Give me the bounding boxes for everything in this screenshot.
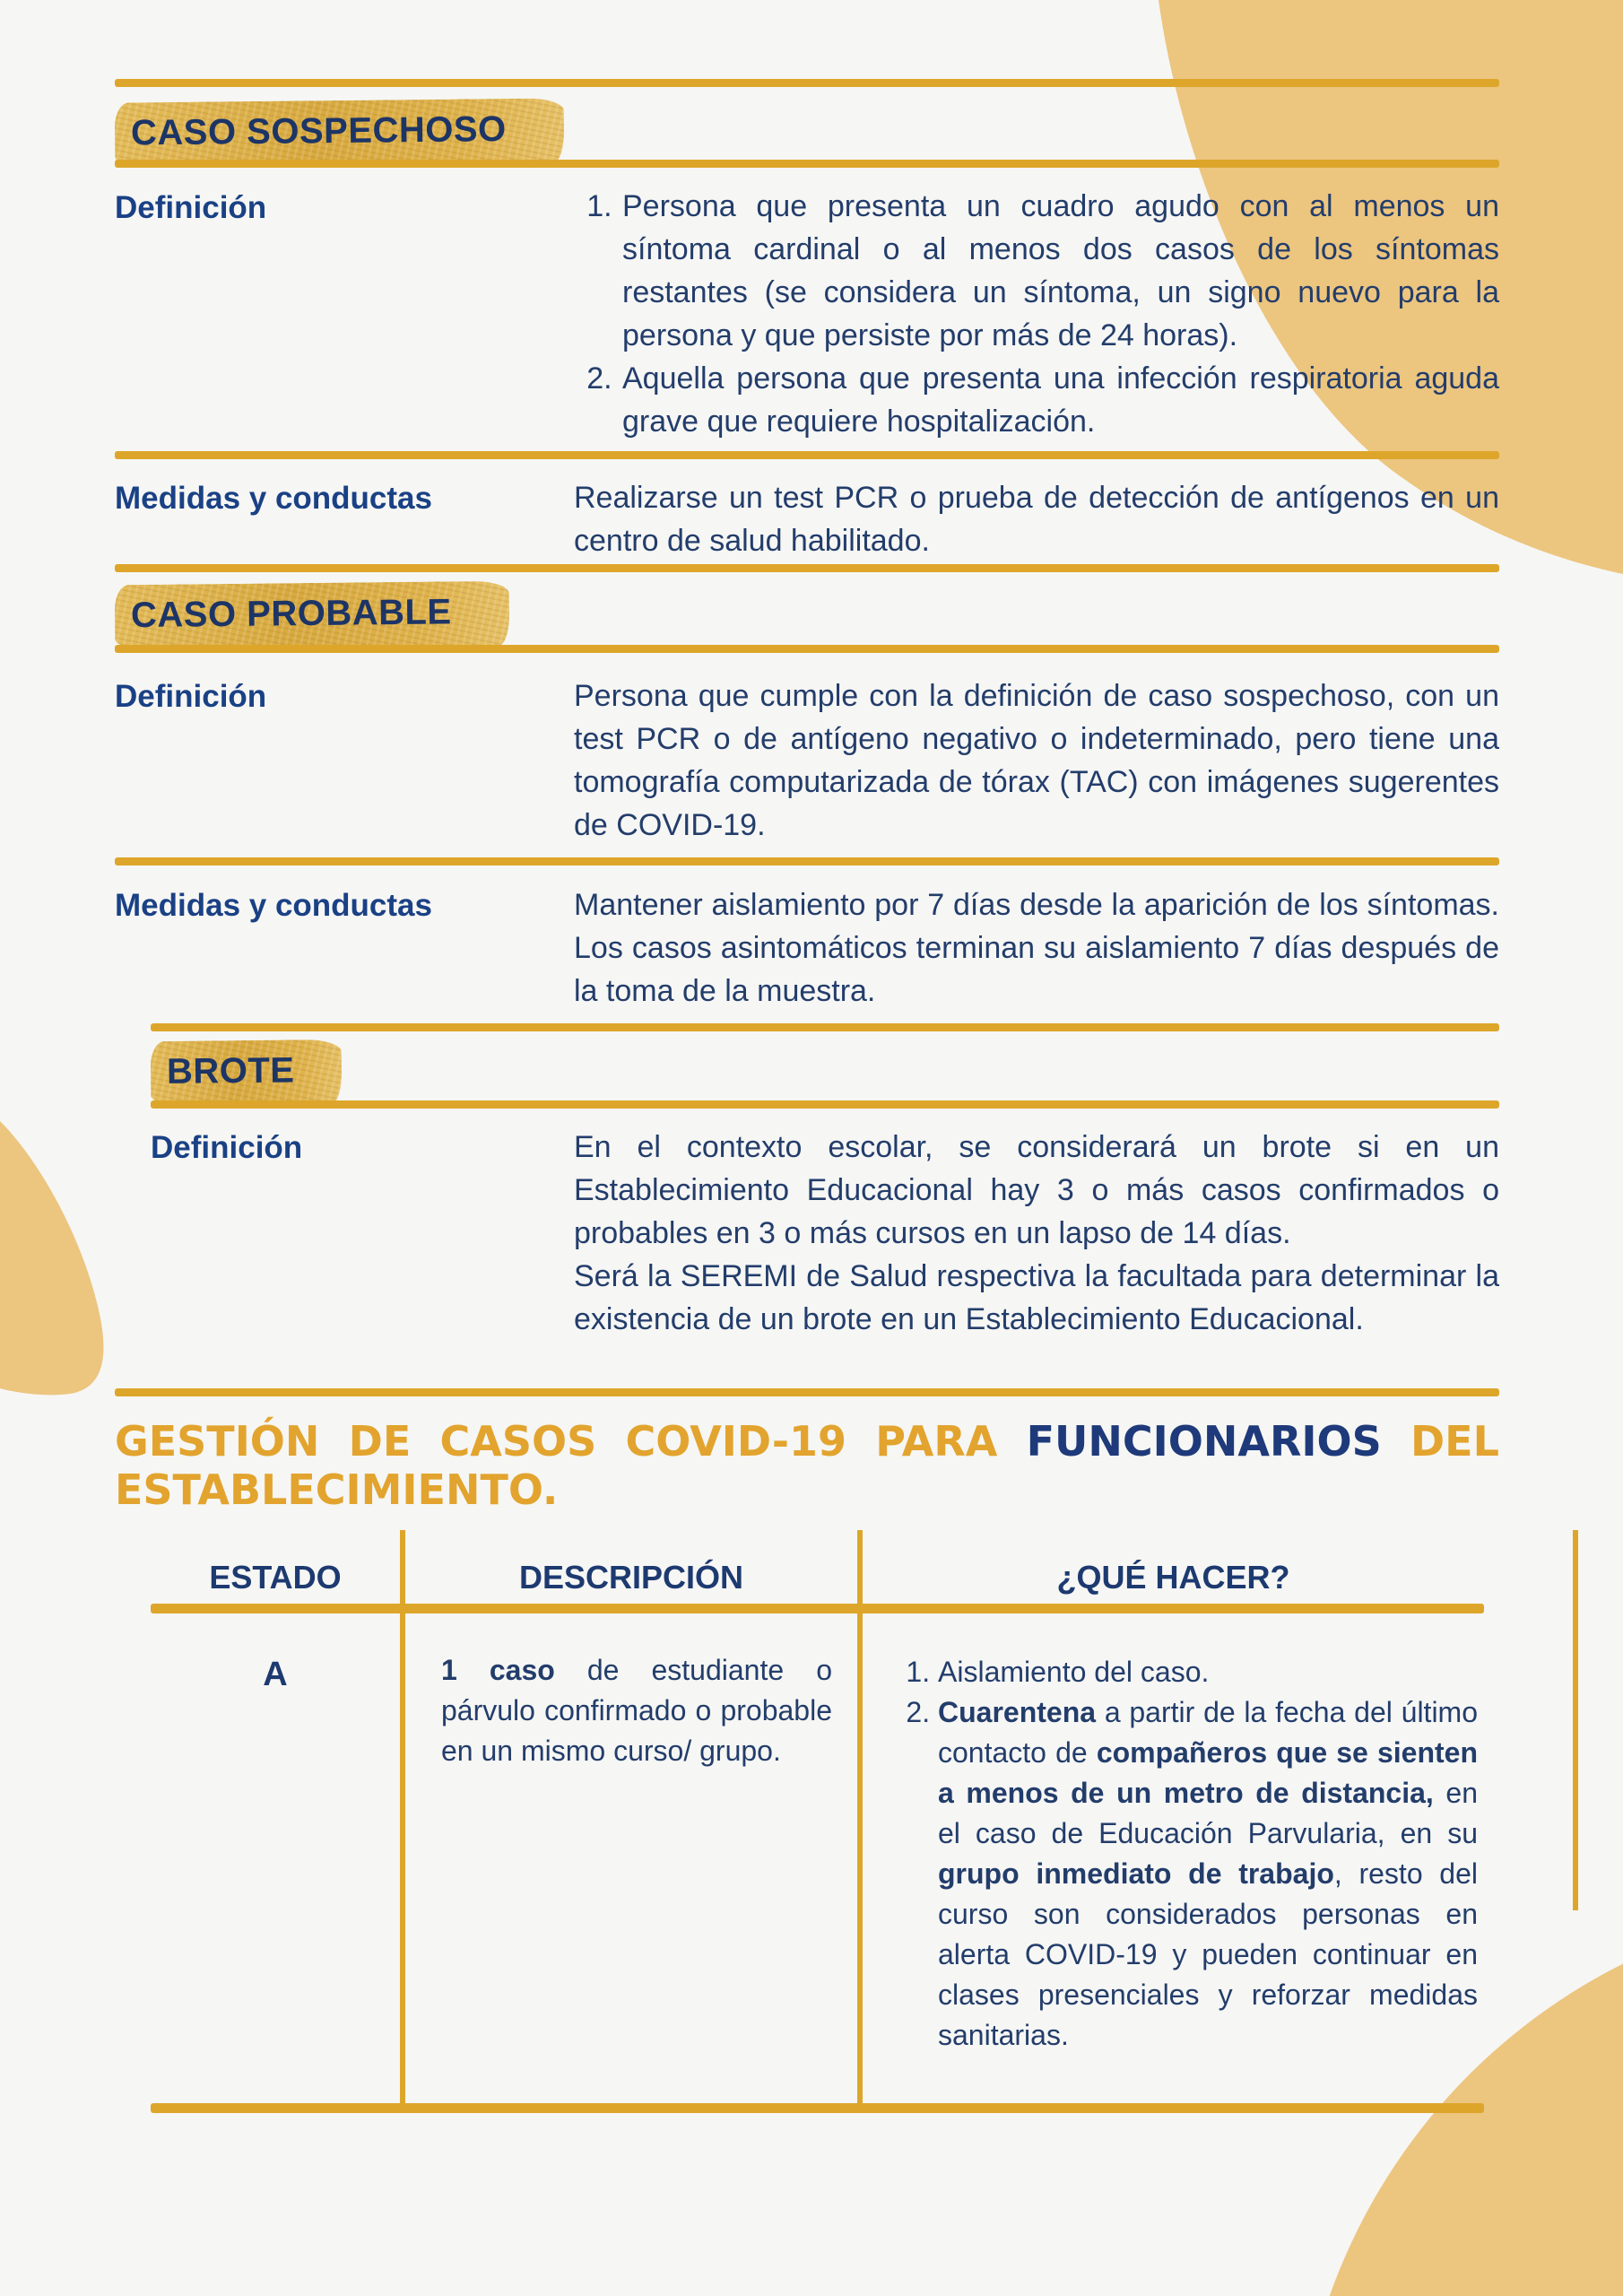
definition-text bbox=[574, 1126, 1499, 1341]
table-header-estado: ESTADO bbox=[209, 1559, 342, 1596]
section-title-highlight bbox=[115, 581, 509, 650]
divider-rule bbox=[115, 645, 1499, 653]
measures-text bbox=[574, 883, 1499, 1013]
table-column-border bbox=[400, 1530, 405, 2112]
que-hacer-segment: , resto del curso son considerados personas en alerta COVID-19 y pueden continuar en clases presenciales y reforzar medidas sanitarias. bbox=[938, 1857, 1479, 2051]
section-title-caso-probable: CASO PROBABLE bbox=[130, 591, 452, 635]
table-header-que-hacer: ¿QUÉ HACER? bbox=[1056, 1559, 1290, 1596]
heading-word: COVID-19 bbox=[625, 1417, 846, 1465]
table-cell-estado: A bbox=[263, 1656, 288, 1693]
definition-list bbox=[574, 185, 1499, 443]
divider-rule bbox=[151, 1100, 1499, 1109]
divider-rule bbox=[115, 564, 1499, 572]
heading-word: GESTIÓN bbox=[115, 1417, 320, 1465]
que-hacer-item bbox=[938, 1652, 1478, 1692]
main-heading-line2: ESTABLECIMIENTO. bbox=[115, 1465, 559, 1514]
divider-rule bbox=[115, 451, 1499, 459]
que-hacer-segment-bold: Cuarentena bbox=[938, 1696, 1097, 1728]
measures-label: Medidas y conductas bbox=[115, 888, 432, 923]
que-hacer-segment-bold: compañeros que se sienten a menos de un metro de distancia, bbox=[938, 1736, 1479, 1809]
descripcion-segment-bold: 1 caso bbox=[441, 1654, 555, 1686]
definition-label: Definición bbox=[115, 190, 267, 225]
measures-paragraph: Realizarse un test PCR o prueba de detección de antígenos en un centro de salud habilitado. bbox=[574, 481, 1499, 558]
heading-word-funcionarios: FUNCIONARIOS bbox=[1026, 1417, 1382, 1465]
divider-rule bbox=[115, 79, 1499, 87]
table-cell-que-hacer bbox=[897, 1652, 1478, 2056]
que-hacer-item bbox=[938, 1692, 1478, 2056]
definition-paragraph: En el contexto escolar, se considerará un brote si en un Establecimiento Educacional hay 3 o más casos confirmados o probables en 3 o más cursos en un lapso de 14 días. bbox=[574, 1130, 1499, 1250]
definition-text bbox=[574, 185, 1499, 443]
heading-word: DE bbox=[348, 1417, 412, 1465]
heading-word: PARA bbox=[875, 1417, 998, 1465]
section-title-highlight bbox=[115, 98, 564, 167]
table-right-border bbox=[1573, 1530, 1578, 1910]
definition-label: Definición bbox=[115, 679, 267, 714]
measures-text bbox=[574, 476, 1499, 562]
table-column-border bbox=[857, 1530, 863, 2112]
table-header-rule bbox=[151, 1604, 1484, 1613]
section-title-highlight bbox=[151, 1039, 342, 1106]
que-hacer-segment: a partir de la fecha del último contacto de bbox=[938, 1696, 1478, 1769]
definition-paragraph: Persona que cumple con la definición de caso sospechoso, con un test PCR o de antígeno negativo o indeterminado, pero tiene una tomografía computarizada de tórax (TAC) con imágenes sugerentes de COVID-19. bbox=[574, 679, 1499, 842]
definition-item: 1. Persona que presenta un cuadro agudo con al menos un síntoma cardinal o al menos dos casos de los síntomas restantes (se considera un síntoma, un signo nuevo para la persona y que persiste por más de 24 horas). bbox=[621, 185, 1499, 357]
que-hacer-segment: en el caso de Educación Parvularia, en su bbox=[938, 1777, 1479, 1849]
measures-label: Medidas y conductas bbox=[115, 481, 432, 516]
heading-word: DEL bbox=[1410, 1417, 1499, 1465]
descripcion-segment: de estudiante o párvulo confirmado o probable en un mismo curso/ grupo. bbox=[441, 1654, 833, 1767]
divider-rule bbox=[115, 1388, 1499, 1396]
left-middle-blob bbox=[0, 1121, 103, 1395]
main-heading-line1 bbox=[115, 1417, 1499, 1465]
definition-paragraph: Será la SEREMI de Salud respectiva la facultada para determinar la existencia de un brote en un Establecimiento Educacional. bbox=[574, 1259, 1499, 1336]
que-hacer-list bbox=[897, 1652, 1478, 2056]
definition-text bbox=[574, 674, 1499, 847]
table-bottom-rule bbox=[151, 2103, 1484, 2113]
heading-word: CASOS bbox=[439, 1417, 597, 1465]
divider-rule bbox=[151, 1023, 1499, 1031]
table-cell-descripcion bbox=[441, 1650, 832, 1771]
divider-rule bbox=[115, 160, 1499, 168]
definition-item: 2. Aquella persona que presenta una infección respiratoria aguda grave que requiere hospitalización. bbox=[621, 357, 1499, 443]
section-title-brote: BROTE bbox=[166, 1049, 295, 1091]
que-hacer-segment-bold: grupo inmediato de trabajo bbox=[938, 1857, 1334, 1890]
divider-rule bbox=[115, 857, 1499, 865]
table-header-descripcion: DESCRIPCIÓN bbox=[518, 1559, 744, 1596]
section-title-caso-sospechoso: CASO SOSPECHOSO bbox=[130, 109, 507, 152]
que-hacer-segment: Aislamiento del caso. bbox=[938, 1656, 1210, 1688]
definition-label: Definición bbox=[151, 1130, 303, 1165]
measures-paragraph: Mantener aislamiento por 7 días desde la aparición de los síntomas. Los casos asintomáticos terminan su aislamiento 7 días después de la toma de la muestra. bbox=[574, 888, 1499, 1008]
